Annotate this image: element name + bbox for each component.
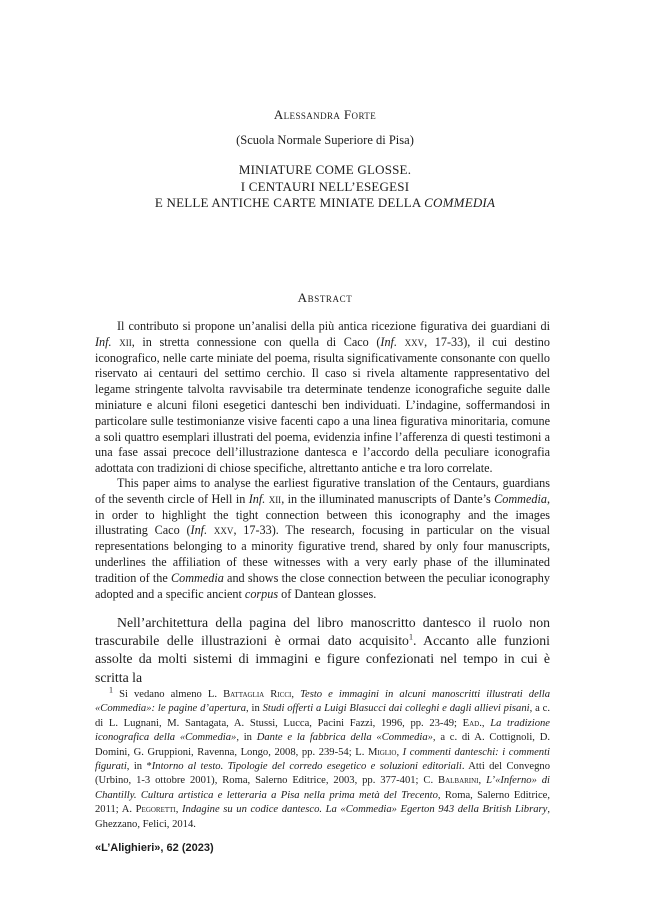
abstract-english — [95, 476, 550, 602]
ref-inf: Inf. — [248, 491, 266, 506]
footnote-reference[interactable]: 1 — [408, 632, 413, 642]
abstract-heading: Abstract — [297, 290, 353, 305]
italic-commedia: Commedia — [494, 491, 547, 506]
text-run: and shows the close connection between the peculiar iconography adopted and a specific ancient — [95, 570, 550, 601]
ref-canto: xii — [265, 491, 282, 506]
ref-inf: Inf. — [380, 334, 397, 349]
ref-canto: xxv — [207, 523, 234, 538]
text-run: This paper aims to analyse the earliest figurative translation of the Centaurs, guardians of the seventh circle of Hell in — [95, 476, 550, 506]
footnote-number: 1 — [109, 685, 113, 695]
title-line-3-text: E NELLE ANTICHE CARTE MINIATE DELLA — [154, 195, 425, 210]
citation-title: Intorno al testo. Tipologie del corredo esegetico e soluzioni editoriali — [151, 761, 462, 773]
text-run: Si vedano almeno L. — [113, 689, 224, 700]
citation-title: L’«Inferno» di Chantilly. Cultura artistica e letteraria a Pisa nella prima metà del Trecento — [95, 775, 550, 801]
text-run: , — [478, 775, 487, 787]
ref-canto: xii — [111, 334, 132, 349]
ref-inf: Inf. — [190, 523, 208, 538]
citation-title: Indagine su un codice dantesco. La «Commedia» Egerton 943 della British Library — [182, 804, 548, 816]
text-run: , — [396, 746, 403, 758]
text-run: , in — [236, 732, 257, 744]
title-line-3 — [0, 195, 650, 212]
text-run: , Ghezzano, Felici, 2014. — [95, 804, 550, 830]
body-paragraph — [95, 614, 550, 687]
footnote-1 — [95, 685, 551, 832]
journal-footer: «L’Alighieri», 62 (2023) — [95, 842, 214, 854]
text-run: , in * — [126, 761, 152, 773]
citation-title: Studi offerti a Luigi Blasucci dai colleghi e dagli allievi pisani — [262, 703, 530, 715]
text-run: Il contributo si propone un’analisi della più antica ricezione figurativa dei guardiani di — [117, 319, 550, 333]
text-run: . Accanto alle funzioni assolte da molti sistemi di immagini e figure confezionati nel tempo in cui è scritta la — [95, 633, 550, 685]
text-run: , 17-33). The research, focusing in particular on the visual representations belonging to a minority figurative trend, shared by only four manuscripts, underlines the affiliation of these witnesses with a very early phase of the illuminated tradition of the — [95, 523, 550, 585]
ref-canto: xxv — [397, 334, 425, 349]
italic-corpus: corpus — [244, 586, 279, 601]
author-name: Alessandra Forte — [273, 107, 377, 122]
author-smallcaps: Battaglia Ricci — [223, 689, 292, 700]
citation-title: Dante e la fabbrica della «Commedia» — [256, 732, 433, 744]
text-run: , — [481, 717, 491, 729]
text-run: , a c. di L. Lugnani, M. Santagata, A. Stussi, Lucca, Pacini Fazzi, 1996, pp. 23-49; — [95, 703, 551, 729]
author-smallcaps: Ead. — [462, 717, 482, 729]
text-run: of Dantean glosses. — [278, 586, 377, 601]
text-run: , in order to highlight the tight connection between this iconography and the images illustrating Caco ( — [95, 491, 550, 538]
title-commedia: COMMEDIA — [424, 195, 496, 210]
article-title — [0, 162, 650, 212]
citation-title: La tradizione iconografica della «Commedia» — [95, 717, 550, 744]
author-smallcaps: Balbarini — [438, 775, 479, 787]
author-smallcaps: Miglio — [367, 746, 397, 758]
text-run: , Roma, Salerno Editrice, 2011; A. — [95, 789, 550, 816]
citation-title: Testo e immagini in alcuni manoscritti illustrati della «Commedia»: le pagine d’apertura — [95, 689, 550, 715]
text-run: , in — [246, 703, 263, 715]
italic-commedia: Commedia — [171, 570, 224, 585]
author-affiliation: (Scuola Normale Superiore di Pisa) — [236, 133, 414, 147]
text-run: , in the illuminated manuscripts of Dante’s — [281, 491, 495, 506]
title-line-2: I CENTAURI NELL’ESEGESI — [240, 178, 410, 194]
text-run: Nell’architettura della pagina del libro manoscritto dantesco il ruolo non trascurabile delle illustrazioni è ormai dato acquisito — [95, 615, 550, 649]
title-line-1: MINIATURE COME GLOSSE. — [238, 162, 412, 177]
ref-inf: Inf. — [95, 334, 112, 349]
text-run: , a c. di A. Cottignoli, D. Domini, G. Gruppioni, Ravenna, Longo, 2008, pp. 239-54; L. — [95, 732, 551, 758]
text-run: . Atti del Convegno (Urbino, 1-3 ottobre 2001), Roma, Salerno Editrice, 2003, pp. 377-401; C. — [95, 761, 551, 787]
text-run: , 17-33), il cui destino iconografico, nelle carte miniate del poema, risulta significativamente consonante con quello riservato ai centauri del settimo cerchio. Il caso si rivela altamente rappresentativo del legame stringente talvolta ravvisabile tra determinate tendenze iconografiche seguite dalle miniature e alcuni filoni esegetici danteschi ben individuati. L’indagine, soffermandosi in particolare sulle testimonianze visive facenti capo a una linea figurativa minoritaria, comune a soli quattro esemplari illustrati del poema, evidenzia infine l’afferenza di questi testimoni a una fase assai precoce dell’illustrazione dantesca e l’accordo della peculiare iconografia adottata con tradizioni di chiose specifiche, altrettanto antiche e tra loro correlate. — [95, 334, 550, 476]
citation-title: I commenti danteschi: i commenti figurati — [95, 746, 550, 773]
author-smallcaps: Pegoretti — [135, 804, 176, 816]
text-run: , — [175, 804, 183, 816]
abstract-italian — [95, 319, 550, 477]
text-run: , — [291, 689, 301, 700]
text-run: , in stretta connessione con quella di Caco ( — [131, 334, 381, 349]
